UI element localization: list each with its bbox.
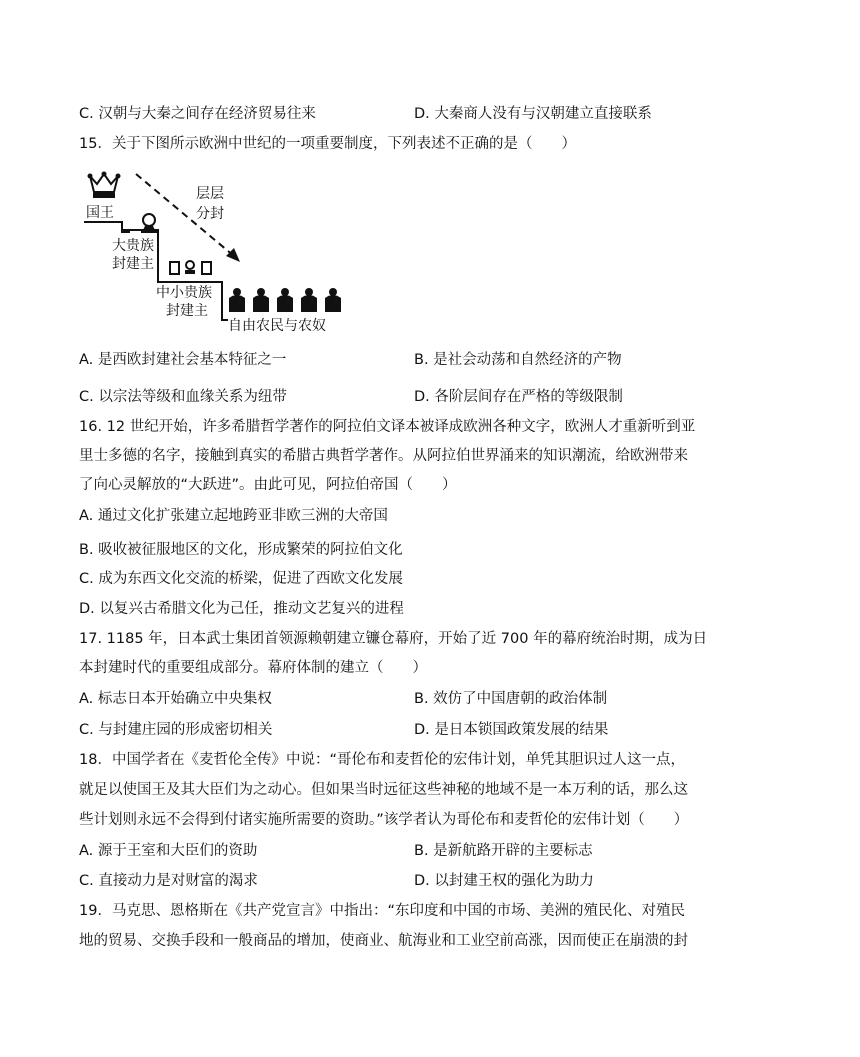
q17-option-d: D. 是日本锁国政策发展的结果 — [414, 722, 609, 738]
q14-option-c: C. 汉朝与大秦之间存在经济贸易往来 — [79, 106, 316, 122]
q16-option-d: D. 以复兴古希腊文化为己任，推动文艺复兴的进程 — [79, 601, 404, 617]
q16-stem-line-1: 16. 12 世纪开始，许多希腊哲学著作的阿拉伯文译本被译成欧洲各种文字，欧洲人才重新听到亚 — [79, 419, 696, 435]
q15-stem: 15．关于下图所示欧洲中世纪的一项重要制度，下列表述不正确的是（ ） — [79, 136, 576, 152]
crown-icon — [88, 172, 121, 199]
q17-option-a: A. 标志日本开始确立中央集权 — [79, 691, 272, 707]
q14-option-d: D. 大秦商人没有与汉朝建立直接联系 — [414, 106, 652, 122]
q17-option-b: B. 效仿了中国唐朝的政治体制 — [414, 691, 608, 707]
q16-stem-line-3: 了向心灵解放的“大跃进”。由此可见，阿拉伯帝国（ ） — [79, 477, 457, 493]
peasants-label: 自由农民与农奴 — [228, 318, 326, 334]
q18-option-c: C. 直接动力是对财富的渴求 — [79, 873, 258, 889]
q17-stem-line-1: 17. 1185 年，日本武士集团首领源赖朝建立镰仓幕府，开始了近 700 年的幕府统治时期，成为日 — [79, 631, 708, 647]
q18-stem-line-2: 就足以使国王及其大臣们为之动心。但如果当时远征这些神秘的地域不是一本万利的话，那么这 — [79, 782, 688, 798]
peasants-icon — [229, 288, 341, 312]
q15-option-a: A. 是西欧封建社会基本特征之一 — [79, 352, 287, 368]
feudal-hierarchy-diagram — [82, 170, 372, 335]
minor-nobles-label-2: 封建主 — [166, 303, 208, 319]
nobles-label-1: 大贵族 — [112, 238, 154, 254]
minor-nobles-label-1: 中小贵族 — [156, 285, 212, 301]
q15-option-d: D. 各阶层间存在严格的等级限制 — [414, 389, 623, 405]
q19-stem-line-1: 19．马克思、恩格斯在《共产党宣言》中指出：“东印度和中国的市场、美洲的殖民化、对殖民 — [79, 903, 685, 919]
q18-option-d: D. 以封建王权的强化为助力 — [414, 873, 594, 889]
noble-icon — [141, 214, 157, 233]
q19-stem-line-2: 地的贸易、交换手段和一般商品的增加，使商业、航海业和工业空前高涨，因而使正在崩溃的封 — [79, 933, 688, 949]
arrow-label-2: 分封 — [196, 206, 224, 222]
q16-option-c: C. 成为东西文化交流的桥梁，促进了西欧文化发展 — [79, 571, 403, 587]
arrow-label-1: 层层 — [196, 186, 224, 202]
q18-stem-line-1: 18．中国学者在《麦哲伦全传》中说：“哥伦布和麦哲伦的宏伟计划，单凭其胆识过人这一点， — [79, 752, 685, 768]
q16-stem-line-2: 里士多德的名字，接触到真实的希腊古典哲学著作。从阿拉伯世界涌来的知识潮流，给欧洲带来 — [79, 448, 688, 464]
q18-option-b: B. 是新航路开辟的主要标志 — [414, 843, 593, 859]
q15-option-b: B. 是社会动荡和自然经济的产物 — [414, 352, 622, 368]
q16-option-a: A. 通过文化扩张建立起地跨亚非欧三洲的大帝国 — [79, 508, 388, 524]
minor-nobles-icon — [170, 261, 211, 274]
q18-stem-line-3: 些计划则永远不会得到付诸实施所需要的资助。”该学者认为哥伦布和麦哲伦的宏伟计划（ ） — [79, 812, 689, 828]
q15-option-c: C. 以宗法等级和血缘关系为纽带 — [79, 389, 287, 405]
nobles-label-2: 封建主 — [112, 256, 154, 272]
q18-option-a: A. 源于王室和大臣们的资助 — [79, 843, 258, 859]
q17-option-c: C. 与封建庄园的形成密切相关 — [79, 722, 273, 738]
q16-option-b: B. 吸收被征服地区的文化，形成繁荣的阿拉伯文化 — [79, 542, 403, 558]
q17-stem-line-2: 本封建时代的重要组成部分。幕府体制的建立（ ） — [79, 660, 427, 676]
king-label: 国王 — [86, 205, 114, 221]
